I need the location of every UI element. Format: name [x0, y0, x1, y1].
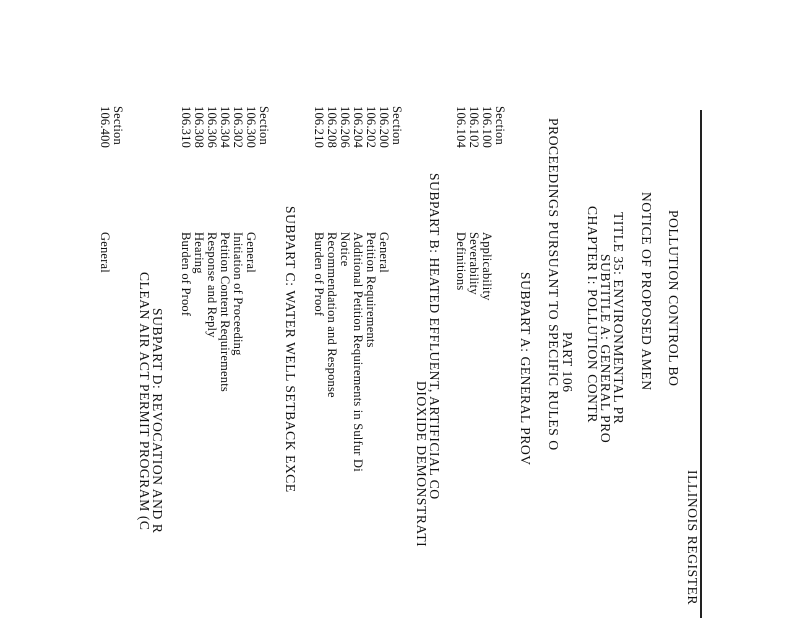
part-title: PROCEEDINGS PURSUANT TO SPECIFIC RULES O	[546, 118, 561, 451]
section-title: Notice	[338, 232, 352, 267]
section-number: 106.208	[325, 106, 339, 149]
section-title: Burden of Proof	[312, 232, 326, 317]
subpart-d-heading: CLEAN AIR ACT PERMIT PROGRAM (C	[137, 272, 152, 531]
section-title: Petition Requirements	[364, 232, 378, 348]
subpart-b-heading: DIOXIDE DEMONSTRATI	[414, 381, 429, 548]
section-title: Hearing	[192, 232, 206, 274]
section-number: 106.308	[192, 106, 206, 149]
title-line: TITLE 35: ENVIRONMENTAL PR	[611, 212, 626, 425]
section-title: Initiation of Proceeding	[231, 232, 245, 356]
section-label: Section	[257, 106, 271, 145]
chapter-line: CHAPTER I: POLLUTION CONTR	[585, 206, 600, 423]
notice-line: NOTICE OF PROPOSED AMEN	[639, 192, 654, 391]
header-rule	[701, 110, 703, 618]
section-number: 106.104	[454, 106, 468, 149]
section-title: Response and Reply	[205, 232, 219, 338]
section-number: 106.306	[205, 106, 219, 149]
section-number: 106.204	[351, 106, 365, 149]
register-title: ILLINOIS REGISTER	[685, 470, 700, 606]
section-number: 106.400	[98, 106, 112, 149]
subpart-d-heading: SUBPART D: REVOCATION AND R	[150, 308, 165, 534]
section-number: 106.210	[312, 106, 326, 149]
section-label: Section	[111, 106, 125, 145]
section-label: Section	[390, 106, 404, 145]
section-label: Section	[493, 106, 507, 145]
part-number: PART 106	[560, 332, 575, 393]
section-title: Severability	[467, 232, 481, 295]
section-number: 106.206	[338, 106, 352, 149]
section-title: General	[244, 232, 258, 273]
section-title: Recommendation and Response	[325, 232, 339, 398]
subpart-c-heading: SUBPART C: WATER WELL SETBACK EXCE	[283, 206, 298, 493]
section-title: General	[98, 232, 112, 273]
section-title: General	[377, 232, 391, 273]
section-number: 106.304	[218, 106, 232, 149]
section-number: 106.300	[244, 106, 258, 149]
section-title: Definitions	[454, 232, 468, 291]
section-number: 106.100	[480, 106, 494, 149]
section-title: Applicability	[480, 232, 494, 301]
section-number: 106.302	[231, 106, 245, 149]
section-title: Burden of Proof	[179, 232, 193, 317]
board-name: POLLUTION CONTROL BO	[666, 210, 681, 387]
section-number: 106.310	[179, 106, 193, 149]
section-number: 106.200	[377, 106, 391, 149]
subtitle-line: SUBTITLE A: GENERAL PRO	[598, 254, 613, 444]
section-title: Petition Content Requirements	[218, 232, 232, 392]
subpart-b-heading: SUBPART B: HEATED EFFLUENT, ARTIFICIAL CO	[427, 173, 442, 500]
section-title: Additional Petition Requirements in Sulfur Di	[351, 232, 365, 472]
subpart-a-heading: SUBPART A: GENERAL PROV	[518, 272, 533, 466]
section-number: 106.102	[467, 106, 481, 149]
section-number: 106.202	[364, 106, 378, 149]
